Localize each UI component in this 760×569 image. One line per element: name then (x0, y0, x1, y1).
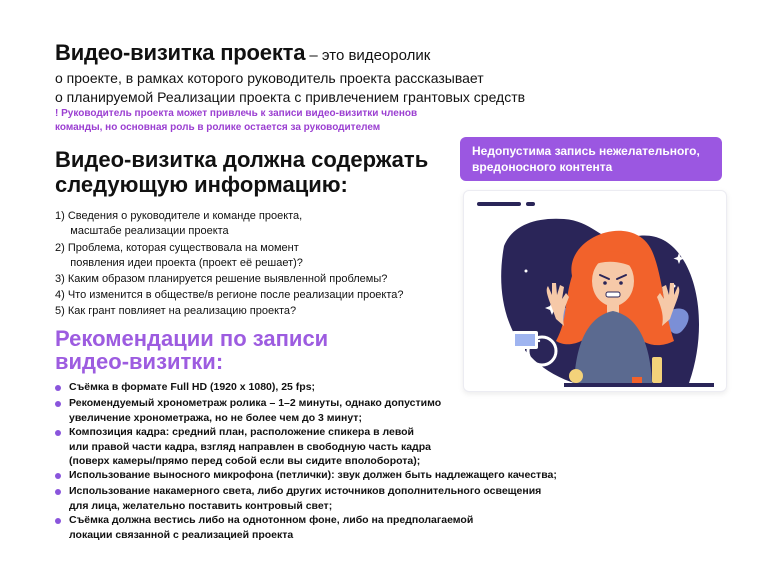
info-item: масштабе реализации проекта (55, 225, 229, 237)
recommendation-line: Съёмка в формате Full HD (1920 x 1080), 25 fps; (69, 381, 316, 393)
info-item: 4) Что изменится в обществе/в регионе после реализации проекта? (55, 289, 404, 301)
intro-line: о планируемой Реализации проекта с привлечением грантовых средств (55, 89, 526, 105)
warning-badge (460, 137, 722, 181)
note-line: ! Руководитель проекта может привлечь к записи видео-визитки членов (55, 108, 418, 119)
recommendations-heading: Рекомендации по записи (55, 326, 329, 351)
bullet-dot-icon (55, 489, 61, 495)
bullet-dot-icon (55, 518, 61, 524)
page-title (55, 40, 430, 66)
bullet-dot-icon (55, 401, 61, 407)
title-rest: – это видеоролик (305, 47, 431, 64)
bullet-dot-icon (55, 473, 61, 479)
recommendation-line: (поверх камеры/прямо перед собой если вы сидите вполоборота); (69, 455, 421, 467)
intro-line: о проекте, в рамках которого руководитель проекта рассказывает (55, 70, 484, 86)
recommendation-line: Композиция кадра: средний план, расположение спикера в левой (69, 426, 415, 438)
bullet-dot-icon (55, 385, 61, 391)
recommendation-line: Использование выносного микрофона (петлички): звук должен быть надлежащего качества; (69, 469, 557, 481)
info-item: 3) Каким образом планируется решение выявленной проблемы? (55, 273, 388, 285)
recommendation-line: Съёмка должна вестись либо на однотонном фоне, либо на предполагаемой (69, 514, 474, 526)
recommendation-line: увеличение хронометража, но не более чем до 3 минут; (69, 411, 362, 424)
warning-badge-line: вредоносного контента (472, 160, 613, 174)
recommendation-line: для лица, желательно поставить контровый свет; (69, 499, 333, 512)
warning-badge-line: Недопустима запись нежелательного, (472, 144, 700, 158)
recommendation-line: Использование накамерного света, либо других источников дополнительного освещения (69, 485, 542, 497)
illustration-frame (463, 190, 727, 392)
recommendation-line: или правой части кадра, взгляд направлен в свободную часть кадра (69, 440, 431, 453)
recommendation-line: Рекомендуемый хронометраж ролика – 1–2 минуты, однако допустимо (69, 397, 442, 409)
title-bold: Видео-визитка проекта (55, 40, 306, 65)
info-item: 5) Как грант повлияет на реализацию проекта? (55, 305, 297, 317)
info-item: появления идеи проекта (проект её решает)? (55, 257, 303, 269)
angry-woman-recording-illustration-icon (464, 191, 726, 391)
info-item: 2) Проблема, которая существовала на момент (55, 242, 299, 254)
recommendation-line: локации связанной с реализацией проекта (69, 528, 294, 541)
info-item: 1) Сведения о руководителе и команде проекта, (55, 210, 303, 222)
info-heading: Видео-визитка должна содержать (55, 147, 429, 172)
info-heading: следующую информацию: (55, 172, 348, 197)
note-line: команды, но основная роль в ролике остается за руководителем (55, 122, 381, 133)
bullet-dot-icon (55, 430, 61, 436)
recommendations-heading: видео-визитки: (55, 349, 224, 374)
